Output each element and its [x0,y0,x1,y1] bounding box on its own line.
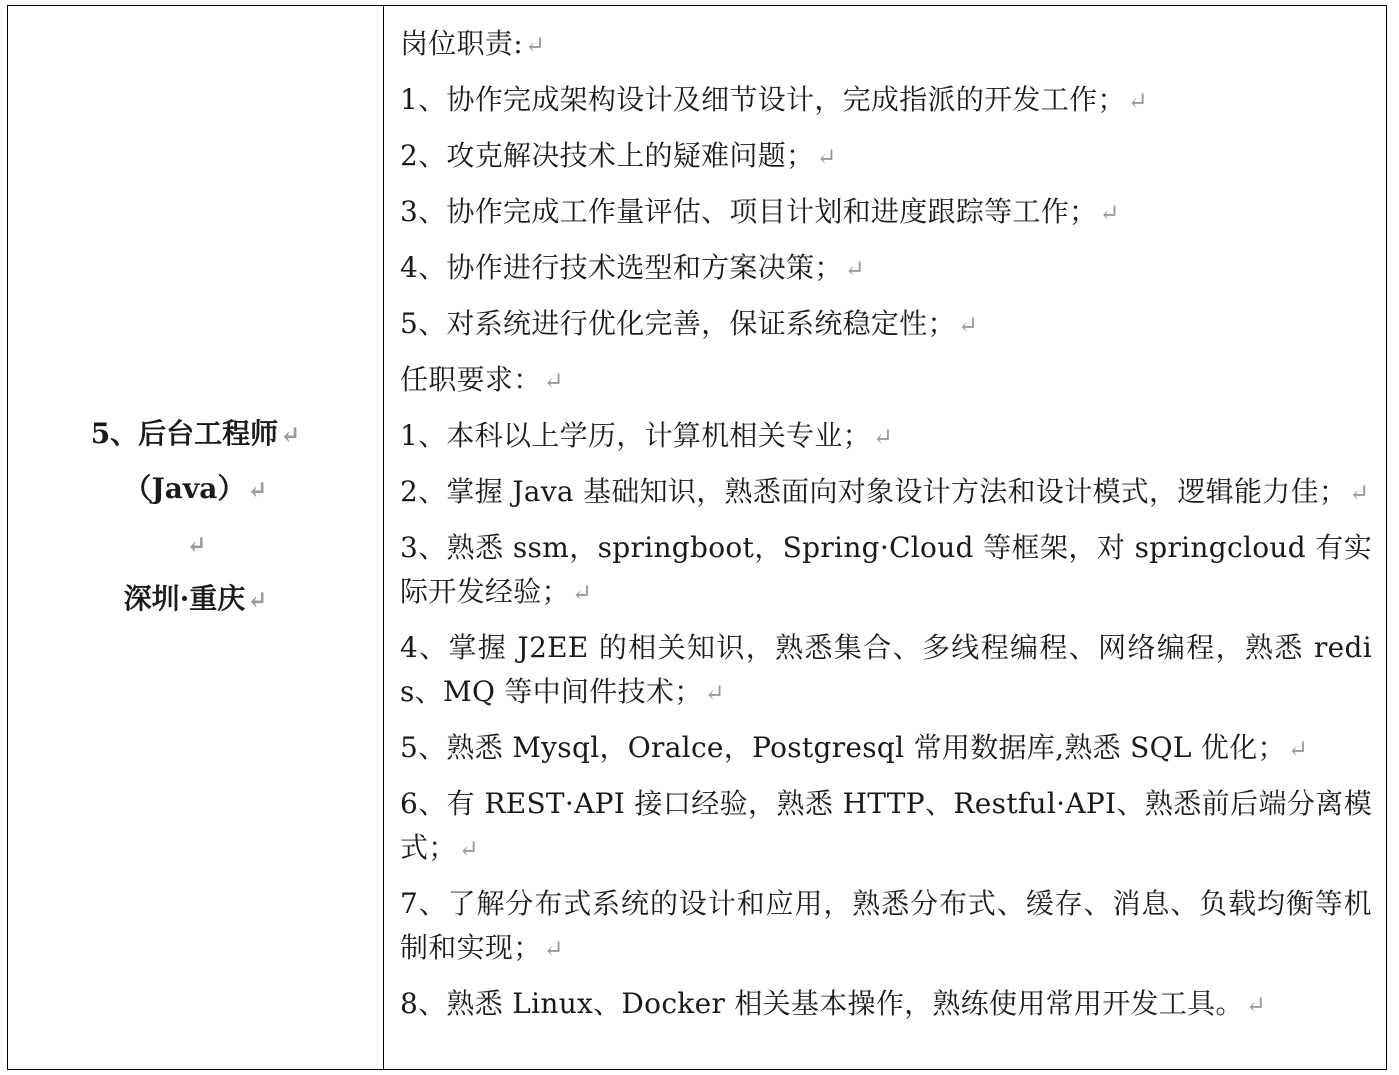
requirement-item: 8、熟悉 Linux、Docker 相关基本操作，熟练使用常用开发工具。↵ [400,987,1267,1020]
position-cell [8,6,384,1070]
paragraph-mark-icon: ↵ [844,255,866,283]
paragraph-mark-icon: ↵ [704,679,725,707]
paragraph-mark-icon: ↵ [571,579,593,607]
requirement-item: 7、了解分布式系统的设计和应用，熟悉分布式、缓存、消息、负载均衡等机制和实现；↵ [400,887,1372,964]
duty-item: 4、协作进行技术选型和方案决策；↵ [400,251,866,284]
position-tech: （Java）↵ [123,471,268,505]
requirement-item: 5、熟悉 Mysql，Oralce，Postgresql 常用数据库,熟悉 SQL 优化；↵ [400,731,1309,764]
duties-heading: 岗位职责:↵ [400,27,546,60]
position-info [8,406,383,626]
position-location: 深圳·重庆↵ [123,581,268,615]
requirement-item: 3、熟悉 ssm，springboot，Spring·Cloud 等框架，对 springcloud 有实际开发经验；↵ [400,531,1372,608]
requirement-item: 4、掌握 J2EE 的相关知识，熟悉集合、多线程编程、网络编程，熟悉 redis、MQ 等中间件技术；↵ [400,631,1372,708]
paragraph-mark-icon: ↵ [872,423,894,451]
paragraph-mark-icon: ↵ [1349,479,1370,507]
paragraph-mark-icon: ↵ [957,311,979,339]
paragraph-mark-icon: ↵ [543,935,564,963]
requirement-item: 1、本科以上学历，计算机相关专业；↵ [400,419,894,452]
duty-item: 1、协作完成架构设计及细节设计，完成指派的开发工作；↵ [400,83,1149,116]
paragraph-mark-icon: ↵ [543,367,564,395]
duty-item: 2、攻克解决技术上的疑难问题；↵ [400,139,837,172]
paragraph-mark-icon: ↵ [524,31,546,59]
table-row [8,6,1387,1070]
paragraph-mark-icon: ↵ [816,143,837,171]
paragraph-mark-icon: ↵ [1245,991,1267,1019]
duty-item: 5、对系统进行优化完善，保证系统稳定性；↵ [400,307,979,340]
requirement-item: 6、有 REST·API 接口经验，熟悉 HTTP、Restful·API、熟悉前后端分离模式；↵ [400,787,1372,864]
job-table [7,5,1387,1070]
requirement-item: 2、掌握 Java 基础知识，熟悉面向对象设计方法和设计模式，逻辑能力佳；↵ [400,475,1370,508]
paragraph-mark-icon: ↵ [247,474,268,504]
requirements-heading: 任职要求：↵ [400,363,564,396]
paragraph-mark-icon: ↵ [1127,87,1149,115]
position-blank-line [184,516,206,571]
paragraph-mark-icon: ↵ [247,584,268,614]
paragraph-mark-icon: ↵ [186,529,207,559]
description-cell [384,6,1387,1070]
paragraph-mark-icon: ↵ [280,419,301,449]
paragraph-mark-icon: ↵ [1099,199,1120,227]
position-title: 5、后台工程师↵ [90,416,301,450]
paragraph-mark-icon: ↵ [458,835,480,863]
duty-item: 3、协作完成工作量评估、项目计划和进度跟踪等工作；↵ [400,195,1120,228]
paragraph-mark-icon: ↵ [1287,735,1309,763]
